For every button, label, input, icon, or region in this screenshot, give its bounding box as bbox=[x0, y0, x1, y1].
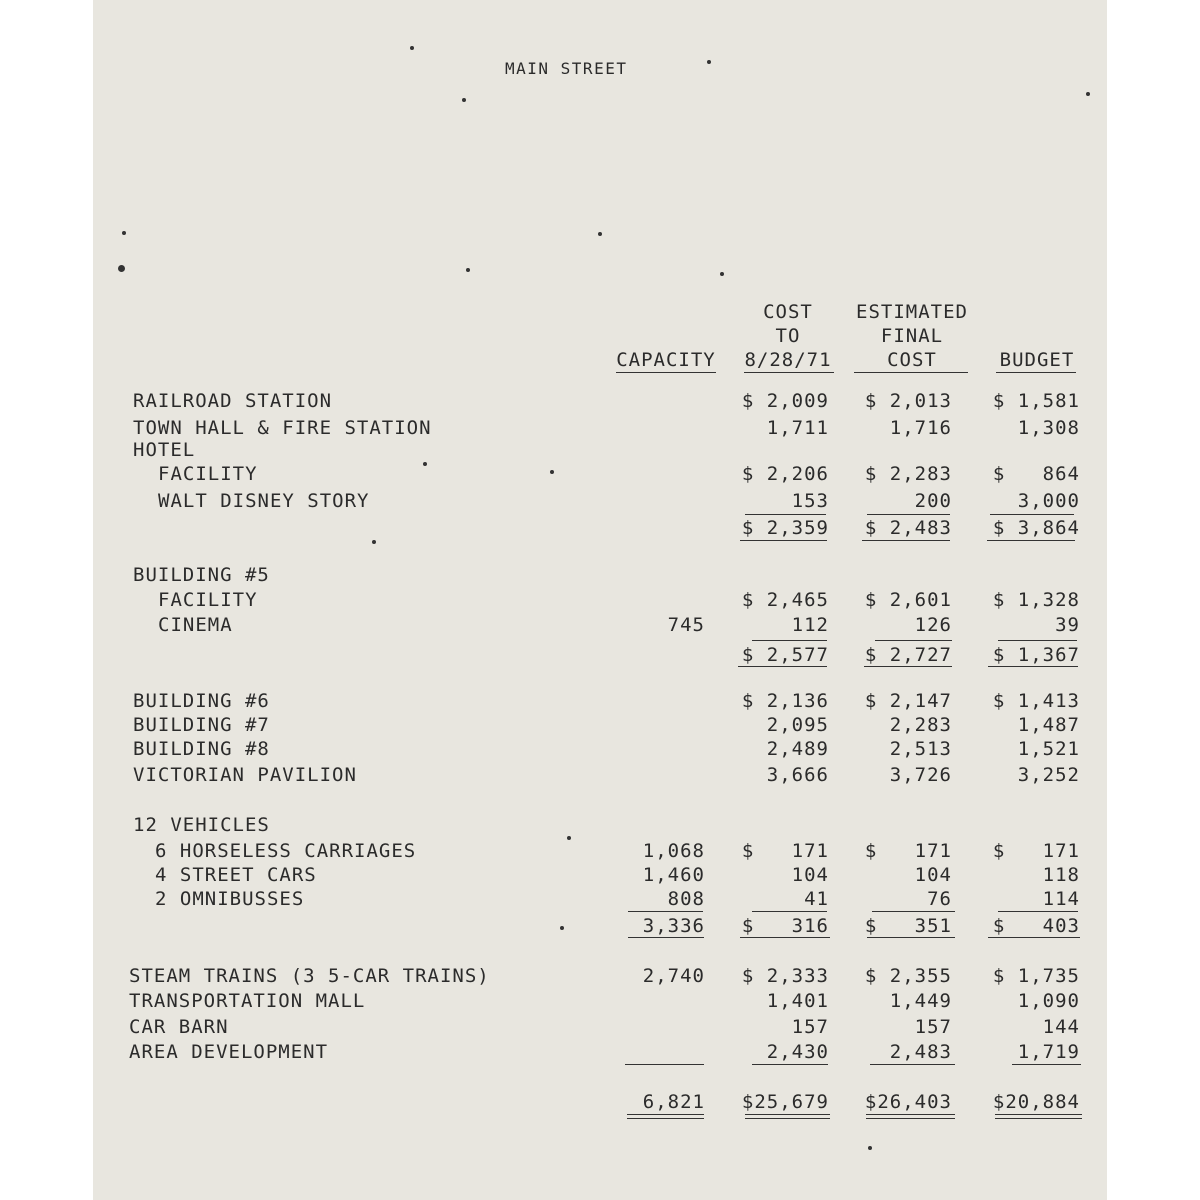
rule-line bbox=[998, 911, 1078, 912]
capacity-header-underline bbox=[616, 372, 716, 373]
rule-line bbox=[866, 1114, 955, 1115]
capacity-value: 3,336 bbox=[642, 915, 705, 937]
cost-to-date-value: 1,711 bbox=[766, 417, 829, 439]
capacity-value: 745 bbox=[667, 614, 705, 636]
cost-to-date-value: $ 2,009 bbox=[741, 390, 829, 412]
cost-to-date-value: 2,430 bbox=[766, 1041, 829, 1063]
capacity-value: 6,821 bbox=[642, 1091, 705, 1113]
column-header-estimated-final-cost: COST bbox=[887, 349, 937, 371]
cost-to-date-value: 2,095 bbox=[766, 714, 829, 736]
estimated-final-cost-value: $ 171 bbox=[864, 840, 952, 862]
estimated-final-cost-value: $ 351 bbox=[864, 915, 952, 937]
cost-to-date-value: 3,666 bbox=[766, 764, 829, 786]
cost-to-date-value: $ 2,577 bbox=[741, 644, 829, 666]
capacity-value: 1,068 bbox=[642, 840, 705, 862]
ink-speck bbox=[868, 1146, 872, 1150]
ink-speck bbox=[598, 232, 602, 236]
cost-to-date-value: 112 bbox=[791, 614, 829, 636]
cost-to-date-value: 157 bbox=[791, 1016, 829, 1038]
cost-to-date-value: 41 bbox=[804, 888, 829, 910]
rule-line bbox=[872, 911, 955, 912]
rule-line bbox=[864, 666, 952, 667]
rule-line bbox=[625, 1064, 704, 1065]
rule-line bbox=[752, 911, 827, 912]
estimated-final-cost-value: 2,283 bbox=[889, 714, 952, 736]
estimated-final-cost-value: 126 bbox=[914, 614, 952, 636]
rule-line bbox=[870, 1064, 955, 1065]
ink-speck bbox=[410, 46, 414, 50]
estimated-final-cost-value: $ 2,283 bbox=[864, 463, 952, 485]
rule-line bbox=[988, 666, 1078, 667]
rule-line bbox=[867, 514, 950, 515]
row-label: HOTEL bbox=[133, 439, 196, 461]
row-label: FACILITY bbox=[158, 463, 258, 485]
column-header-cost-to-date: TO bbox=[775, 325, 801, 347]
row-label: STEAM TRAINS (3 5-CAR TRAINS) bbox=[129, 965, 490, 987]
cost-to-date-value: $ 171 bbox=[741, 840, 829, 862]
row-label: VICTORIAN PAVILION bbox=[133, 764, 357, 786]
ink-speck bbox=[1086, 92, 1090, 96]
column-header-cost-to-date: 8/28/71 bbox=[744, 349, 832, 371]
cost-to-date-value: $ 2,465 bbox=[741, 589, 829, 611]
ink-speck bbox=[707, 60, 711, 64]
rule-line bbox=[627, 1118, 704, 1119]
rule-line bbox=[867, 937, 955, 938]
estimated-final-cost-value: 2,483 bbox=[889, 1041, 952, 1063]
capacity-value: 808 bbox=[667, 888, 705, 910]
budget-value: 39 bbox=[1055, 614, 1080, 636]
rule-line bbox=[627, 1114, 704, 1115]
cost-to-date-value: 2,489 bbox=[766, 738, 829, 760]
rule-line bbox=[995, 1114, 1082, 1115]
row-label: BUILDING #5 bbox=[133, 564, 270, 586]
budget-value: 144 bbox=[1042, 1016, 1080, 1038]
budget-value: 1,521 bbox=[1017, 738, 1080, 760]
ink-speck bbox=[122, 231, 126, 235]
budget-value: $ 864 bbox=[992, 463, 1080, 485]
rule-line bbox=[875, 640, 952, 641]
row-label: CAR BARN bbox=[129, 1016, 229, 1038]
row-label: TRANSPORTATION MALL bbox=[129, 990, 366, 1012]
budget-value: 3,000 bbox=[1017, 490, 1080, 512]
budget-value: 1,487 bbox=[1017, 714, 1080, 736]
cost-to-date-value: 153 bbox=[791, 490, 829, 512]
budget-value: 114 bbox=[1042, 888, 1080, 910]
cost-to-date-value: $ 2,359 bbox=[741, 517, 829, 539]
rule-line bbox=[745, 514, 826, 515]
row-label: 6 HORSELESS CARRIAGES bbox=[155, 840, 417, 862]
rule-line bbox=[866, 1118, 955, 1119]
cost-to-date-value: $25,679 bbox=[741, 1091, 829, 1113]
rule-line bbox=[862, 540, 950, 541]
budget-value: $ 3,864 bbox=[992, 517, 1080, 539]
estimated-final-cost-value: 3,726 bbox=[889, 764, 952, 786]
row-label: 12 VEHICLES bbox=[133, 814, 270, 836]
rule-line bbox=[987, 540, 1075, 541]
rule-line bbox=[752, 640, 827, 641]
rule-line bbox=[628, 911, 703, 912]
cost-to-date-value: 104 bbox=[791, 864, 829, 886]
rule-line bbox=[990, 514, 1074, 515]
estimated-final-cost-value: $ 2,483 bbox=[864, 517, 952, 539]
estimated-final-cost-value: $ 2,147 bbox=[864, 690, 952, 712]
row-label: AREA DEVELOPMENT bbox=[129, 1041, 329, 1063]
estimated-final-cost-value: 157 bbox=[914, 1016, 952, 1038]
budget-header-underline bbox=[996, 372, 1076, 373]
ink-speck bbox=[550, 470, 554, 474]
rule-line bbox=[1012, 1064, 1081, 1065]
rule-line bbox=[738, 666, 827, 667]
ink-speck bbox=[720, 272, 724, 276]
budget-value: $ 403 bbox=[992, 915, 1080, 937]
budget-value: 1,308 bbox=[1017, 417, 1080, 439]
ink-speck bbox=[560, 926, 564, 930]
typed-document bbox=[93, 0, 1107, 1200]
estimated-final-cost-value: 200 bbox=[914, 490, 952, 512]
row-label: BUILDING #7 bbox=[133, 714, 270, 736]
row-label: RAILROAD STATION bbox=[133, 390, 333, 412]
cost-to-date-value: $ 2,333 bbox=[741, 965, 829, 987]
column-header-capacity: CAPACITY bbox=[616, 349, 716, 371]
budget-value: 3,252 bbox=[1017, 764, 1080, 786]
ink-speck bbox=[466, 268, 470, 272]
estimated-final-cost-value: $ 2,013 bbox=[864, 390, 952, 412]
rule-line bbox=[628, 937, 704, 938]
capacity-value: 2,740 bbox=[642, 965, 705, 987]
row-label: 2 OMNIBUSSES bbox=[155, 888, 305, 910]
row-label: WALT DISNEY STORY bbox=[158, 490, 370, 512]
rule-line bbox=[745, 1118, 830, 1119]
column-header-estimated-final-cost: ESTIMATED bbox=[856, 301, 968, 323]
cost-to-date-value: 1,401 bbox=[766, 990, 829, 1012]
budget-value: $ 1,367 bbox=[992, 644, 1080, 666]
rule-line bbox=[740, 540, 827, 541]
ink-speck bbox=[372, 540, 376, 544]
ink-speck bbox=[462, 98, 466, 102]
rule-line bbox=[745, 1114, 830, 1115]
page-title: MAIN STREET bbox=[505, 59, 628, 78]
row-label: TOWN HALL & FIRE STATION bbox=[133, 417, 432, 439]
budget-value: $ 1,735 bbox=[992, 965, 1080, 987]
rule-line bbox=[988, 937, 1080, 938]
ink-speck bbox=[567, 836, 571, 840]
rule-line bbox=[740, 937, 830, 938]
column-header-budget: BUDGET bbox=[999, 349, 1075, 371]
rule-line bbox=[752, 1064, 828, 1065]
estimated-final-cost-value: 104 bbox=[914, 864, 952, 886]
estimated-final-cost-value: $ 2,355 bbox=[864, 965, 952, 987]
cost-to-date-value: $ 2,206 bbox=[741, 463, 829, 485]
estimated-final-cost-value: $ 2,727 bbox=[864, 644, 952, 666]
budget-value: $ 1,328 bbox=[992, 589, 1080, 611]
row-label: CINEMA bbox=[158, 614, 233, 636]
cost-header-underline bbox=[744, 372, 834, 373]
ink-speck bbox=[118, 265, 125, 272]
budget-value: 1,719 bbox=[1017, 1041, 1080, 1063]
estimated-header-underline bbox=[854, 372, 968, 373]
budget-value: 1,090 bbox=[1017, 990, 1080, 1012]
column-header-estimated-final-cost: FINAL bbox=[880, 325, 944, 347]
column-header-cost-to-date: COST bbox=[763, 301, 813, 323]
row-label: BUILDING #6 bbox=[133, 690, 270, 712]
rule-line bbox=[998, 640, 1077, 641]
cost-to-date-value: $ 316 bbox=[741, 915, 829, 937]
estimated-final-cost-value: 1,449 bbox=[889, 990, 952, 1012]
row-label: BUILDING #8 bbox=[133, 738, 270, 760]
rule-line bbox=[995, 1118, 1082, 1119]
estimated-final-cost-value: 2,513 bbox=[889, 738, 952, 760]
row-label: 4 STREET CARS bbox=[155, 864, 317, 886]
estimated-final-cost-value: 76 bbox=[927, 888, 952, 910]
estimated-final-cost-value: $ 2,601 bbox=[864, 589, 952, 611]
budget-value: $ 1,413 bbox=[992, 690, 1080, 712]
cost-to-date-value: $ 2,136 bbox=[741, 690, 829, 712]
ink-speck bbox=[423, 462, 427, 466]
estimated-final-cost-value: 1,716 bbox=[889, 417, 952, 439]
budget-value: $20,884 bbox=[992, 1091, 1080, 1113]
budget-value: $ 171 bbox=[992, 840, 1080, 862]
row-label: FACILITY bbox=[158, 589, 258, 611]
estimated-final-cost-value: $26,403 bbox=[864, 1091, 952, 1113]
capacity-value: 1,460 bbox=[642, 864, 705, 886]
budget-value: $ 1,581 bbox=[992, 390, 1080, 412]
budget-value: 118 bbox=[1042, 864, 1080, 886]
